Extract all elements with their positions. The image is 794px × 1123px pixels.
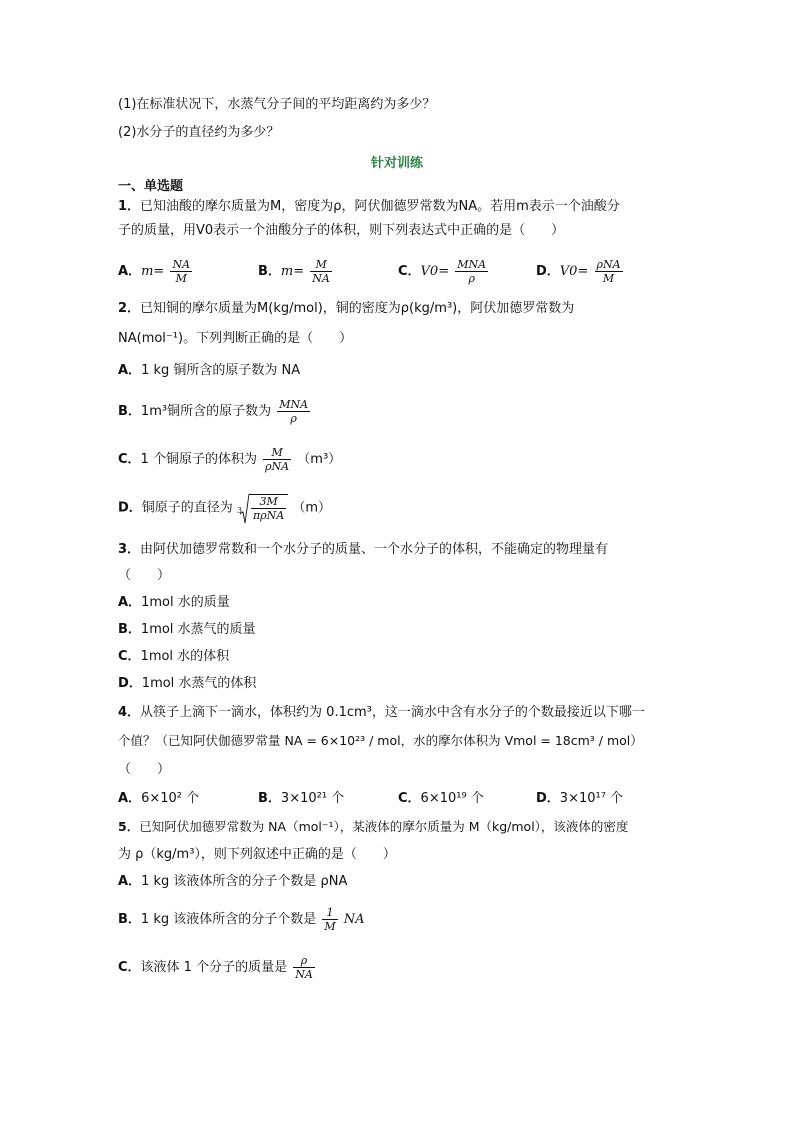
question-3-option-c (118, 648, 229, 666)
question-stem: 已知铜的摩尔质量为M(kg/mol)，铜的密度为ρ(kg/m³)，阿伏加德罗常数为 (140, 301, 575, 316)
option-label: C． (118, 960, 141, 975)
fraction-numerator: ρ (293, 954, 315, 968)
question-2-line-2: NA(mol⁻¹)。下列判断正确的是（ ） (118, 331, 353, 346)
question-5-line-2: 为 ρ（kg/m³），则下列叙述中正确的是（ ） (118, 847, 396, 862)
question-1-option-b (258, 258, 334, 285)
option-text: 1 个铜原子的体积为 (140, 452, 257, 467)
question-4-line-2: 个值？（已知阿伏伽德罗常量 NA = 6×10²³ / mol，水的摩尔体积为 Vmol = 18cm³ / mol） (118, 733, 643, 748)
option-label: A． (118, 874, 142, 889)
question-2-option-d (118, 494, 331, 522)
option-lhs: m= (141, 264, 165, 279)
question-3-line-1 (118, 541, 608, 559)
option-text: 1m³铜所含的原子数为 (140, 404, 272, 419)
option-label: C． (118, 649, 141, 664)
fraction-denominator: M (175, 272, 187, 285)
fraction-denominator: M (602, 272, 615, 285)
question-3-option-b (118, 621, 256, 639)
cube-root (237, 494, 288, 522)
question-2-option-b (118, 398, 312, 425)
fraction-numerator: NA (172, 258, 191, 271)
fraction-numerator: 1 (322, 906, 337, 920)
question-3-option-d (118, 675, 256, 693)
option-text: 3×10²¹ 个 (280, 791, 345, 806)
option-label: D． (536, 791, 560, 806)
root-index: 3 (236, 506, 243, 515)
fraction-denominator: M (324, 920, 336, 933)
fraction-denominator: ρNA (265, 460, 290, 473)
question-3-line-2: （ ） (118, 568, 171, 583)
question-4-option-d (536, 790, 623, 808)
question-1-option-d (536, 258, 625, 285)
option-text: 1 kg 该液体所含的分子个数是 ρNA (141, 874, 348, 889)
radical-sign-icon (240, 494, 249, 524)
fraction-denominator: ρ (468, 272, 475, 285)
option-suffix: （m³） (297, 452, 342, 467)
option-label: A． (118, 363, 142, 378)
option-label: C． (398, 791, 421, 806)
fraction-denominator: NA (312, 272, 330, 285)
question-number: 2． (118, 301, 141, 316)
fraction (293, 954, 315, 981)
question-5-option-b (118, 906, 365, 933)
option-text: 3×10¹⁷ 个 (559, 791, 624, 806)
question-number: 5． (118, 819, 140, 834)
fraction-denominator: πρNA (252, 509, 285, 522)
question-1-line-1 (118, 198, 620, 216)
question-number: 3． (118, 542, 141, 557)
fraction-numerator: M (310, 258, 332, 272)
fraction (455, 258, 488, 285)
option-label: B． (258, 264, 281, 279)
option-label: A． (118, 791, 142, 806)
option-lhs: V0= (420, 264, 450, 279)
option-label: C． (118, 452, 141, 467)
option-text: 1mol 水蒸气的质量 (140, 622, 256, 637)
option-text: 1 kg 该液体所含的分子个数是 (140, 912, 317, 927)
question-5-line-1 (118, 818, 628, 836)
fraction (310, 258, 332, 285)
fraction-numerator: M (263, 446, 291, 460)
option-label: B． (118, 912, 141, 927)
option-text: 铜原子的直径为 (141, 500, 233, 516)
question-3-option-a (118, 594, 230, 612)
option-label: A． (118, 595, 142, 610)
question-stem: 由阿伏加德罗常数和一个水分子的质量、一个水分子的体积，不能确定的物理量有 (140, 542, 609, 557)
section-heading: 一、单选题 (118, 179, 184, 194)
intro-question-1: (1)在标准状况下，水蒸气分子间的平均距离约为多少？ (118, 97, 436, 112)
fraction (170, 258, 192, 285)
option-lhs: m= (280, 264, 305, 279)
question-stem: 已知阿伏加德罗常数为 NA（mol⁻¹），某液体的摩尔质量为 M（kg/mol），该液体的密度 (139, 819, 629, 834)
question-stem: 从筷子上滴下一滴水，体积约为 0.1cm³，这一滴水中含有水分子的个数最接近以下哪一 (140, 705, 645, 720)
fraction (277, 398, 310, 425)
option-label: C． (398, 264, 421, 279)
option-text: 6×10² 个 (141, 791, 200, 806)
question-number: 1． (118, 199, 141, 214)
option-text: 6×10¹⁹ 个 (420, 791, 484, 806)
question-2-option-c (118, 446, 341, 473)
option-text: 1mol 水的体积 (140, 649, 230, 664)
fraction (595, 258, 623, 285)
question-4-line-1 (118, 704, 645, 722)
fraction (263, 446, 291, 473)
option-suffix: NA (343, 912, 365, 927)
option-label: D． (118, 500, 142, 516)
fraction (322, 906, 337, 933)
fraction-numerator: ρNA (596, 258, 621, 271)
question-5-option-a (118, 873, 347, 891)
fraction-denominator: ρ (290, 412, 297, 425)
option-text: 1mol 水蒸气的体积 (141, 676, 257, 691)
question-1-option-c (398, 258, 490, 285)
question-2-line-1 (118, 300, 574, 318)
option-label: A． (118, 264, 142, 279)
fraction-numerator: MNA (279, 398, 309, 411)
question-4-option-a (118, 790, 199, 808)
question-4-line-3: （ ） (118, 762, 171, 777)
intro-question-2: (2)水分子的直径约为多少？ (118, 125, 280, 140)
question-2-option-a (118, 362, 300, 380)
section-title: 针对训练 (370, 156, 423, 171)
option-label: D． (118, 676, 142, 691)
option-text: 1 kg 铜所含的原子数为 NA (141, 363, 301, 378)
question-number: 4． (118, 705, 141, 720)
option-label: B． (118, 622, 141, 637)
fraction (251, 495, 286, 522)
option-text: 1mol 水的质量 (141, 595, 230, 610)
option-label: B． (258, 791, 281, 806)
fraction-numerator: 3M (251, 495, 286, 509)
question-5-option-c (118, 954, 317, 981)
option-label: B． (118, 404, 141, 419)
option-text: 该液体 1 个分子的质量是 (140, 960, 288, 975)
question-1-option-a (118, 258, 194, 285)
option-lhs: V0= (559, 264, 589, 279)
question-4-option-c (398, 790, 484, 808)
fraction-denominator: NA (295, 968, 313, 981)
option-suffix: （m） (292, 500, 332, 516)
question-4-option-b (258, 790, 344, 808)
fraction-numerator: MNA (457, 258, 487, 271)
option-label: D． (536, 264, 560, 279)
question-1-line-2: 子的质量，用V0表示一个油酸分子的体积，则下列表达式中正确的是（ ） (118, 223, 565, 238)
question-stem: 已知油酸的摩尔质量为M，密度为ρ，阿伏伽德罗常数为NA。若用m表示一个油酸分 (140, 199, 620, 214)
